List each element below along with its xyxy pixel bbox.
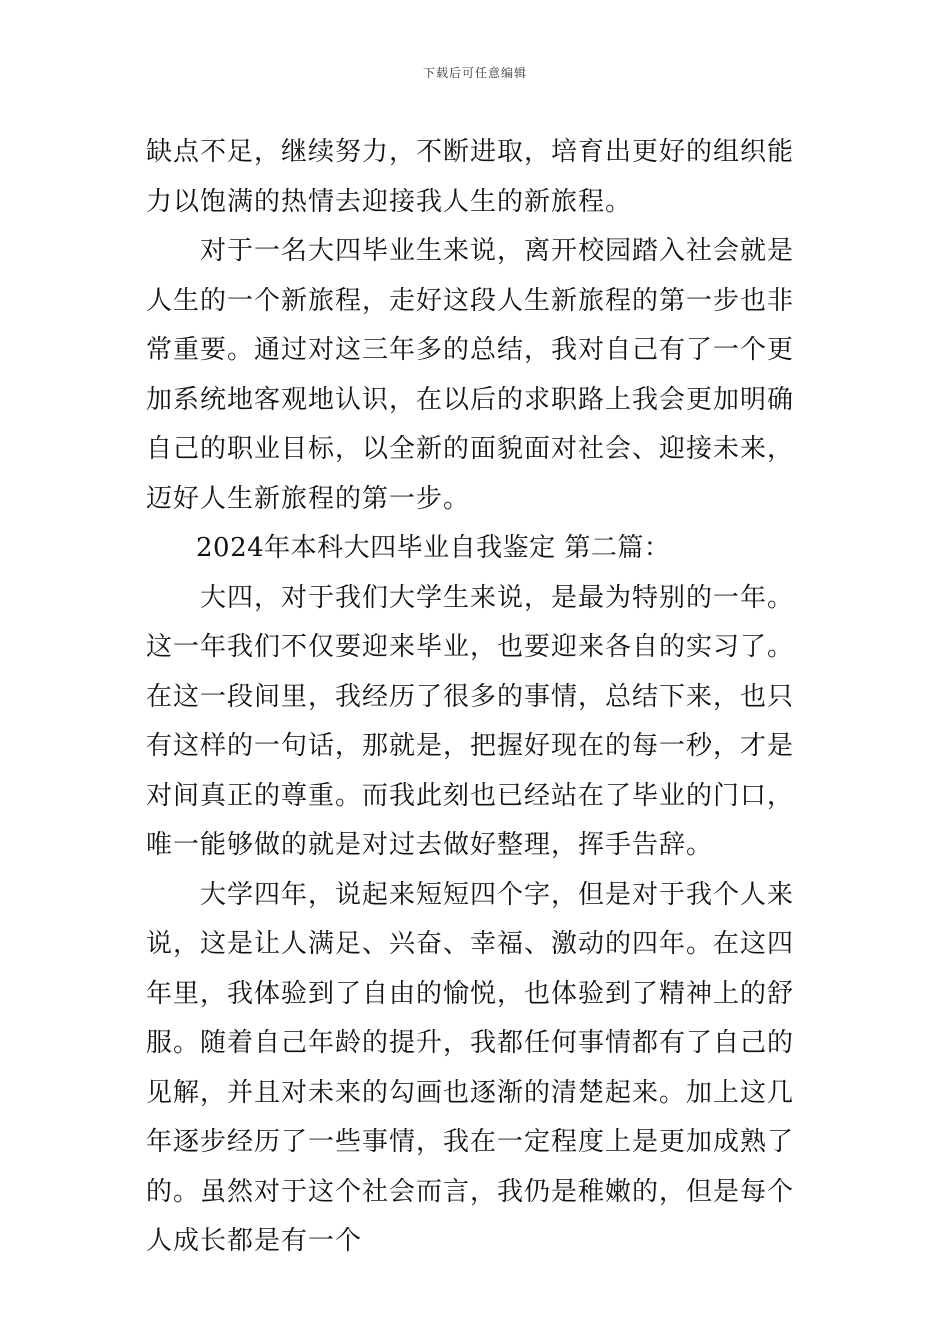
paragraph-continuation: 缺点不足，继续努力，不断进取，培育出更好的组织能力以饱满的热情去迎接我人生的新旅程。: [146, 137, 795, 217]
page-header: 下载后可任意编辑: [422, 66, 527, 80]
section-heading: 2024年本科大四毕业自我鉴定 第二篇：: [196, 533, 671, 563]
document-body: [146, 128, 816, 1267]
paragraph-four-years: 大学四年，说起来短短四个字，但是对于我个人来说，这是让人满足、兴奋、幸福、激动的四年。在这四年里，我体验到了自由的愉悦，也体验到了精神上的舒服。随着自己年龄的提升，我都任何事情都有了自己的见解，并且对未来的勾画也逐渐的清楚起来。加上这几年逐步经历了一些事情，我在一定程度上是更加成熟了的。虽然对于这个社会而言，我仍是稚嫩的，但是每个人成长都是有一个: [146, 879, 795, 1256]
paragraph-graduate-journey: 对于一名大四毕业生来说，离开校园踏入社会就是人生的一个新旅程，走好这段人生新旅程的第一步也非常重要。通过对这三年多的总结，我对自己有了一个更加系统地客观地认识，在以后的求职路上我会更加明确自己的职业目标，以全新的面貌面对社会、迎接未来，迈好人生新旅程的第一步。: [146, 236, 795, 514]
paragraph-senior-year: 大四，对于我们大学生来说，是最为特别的一年。这一年我们不仅要迎来毕业，也要迎来各自的实习了。在这一段间里，我经历了很多的事情，总结下来，也只有这样的一句话，那就是，把握好现在的每一秒，才是对间真正的尊重。而我此刻也已经站在了毕业的门口，唯一能够做的就是对过去做好整理，挥手告辞。: [146, 582, 795, 860]
